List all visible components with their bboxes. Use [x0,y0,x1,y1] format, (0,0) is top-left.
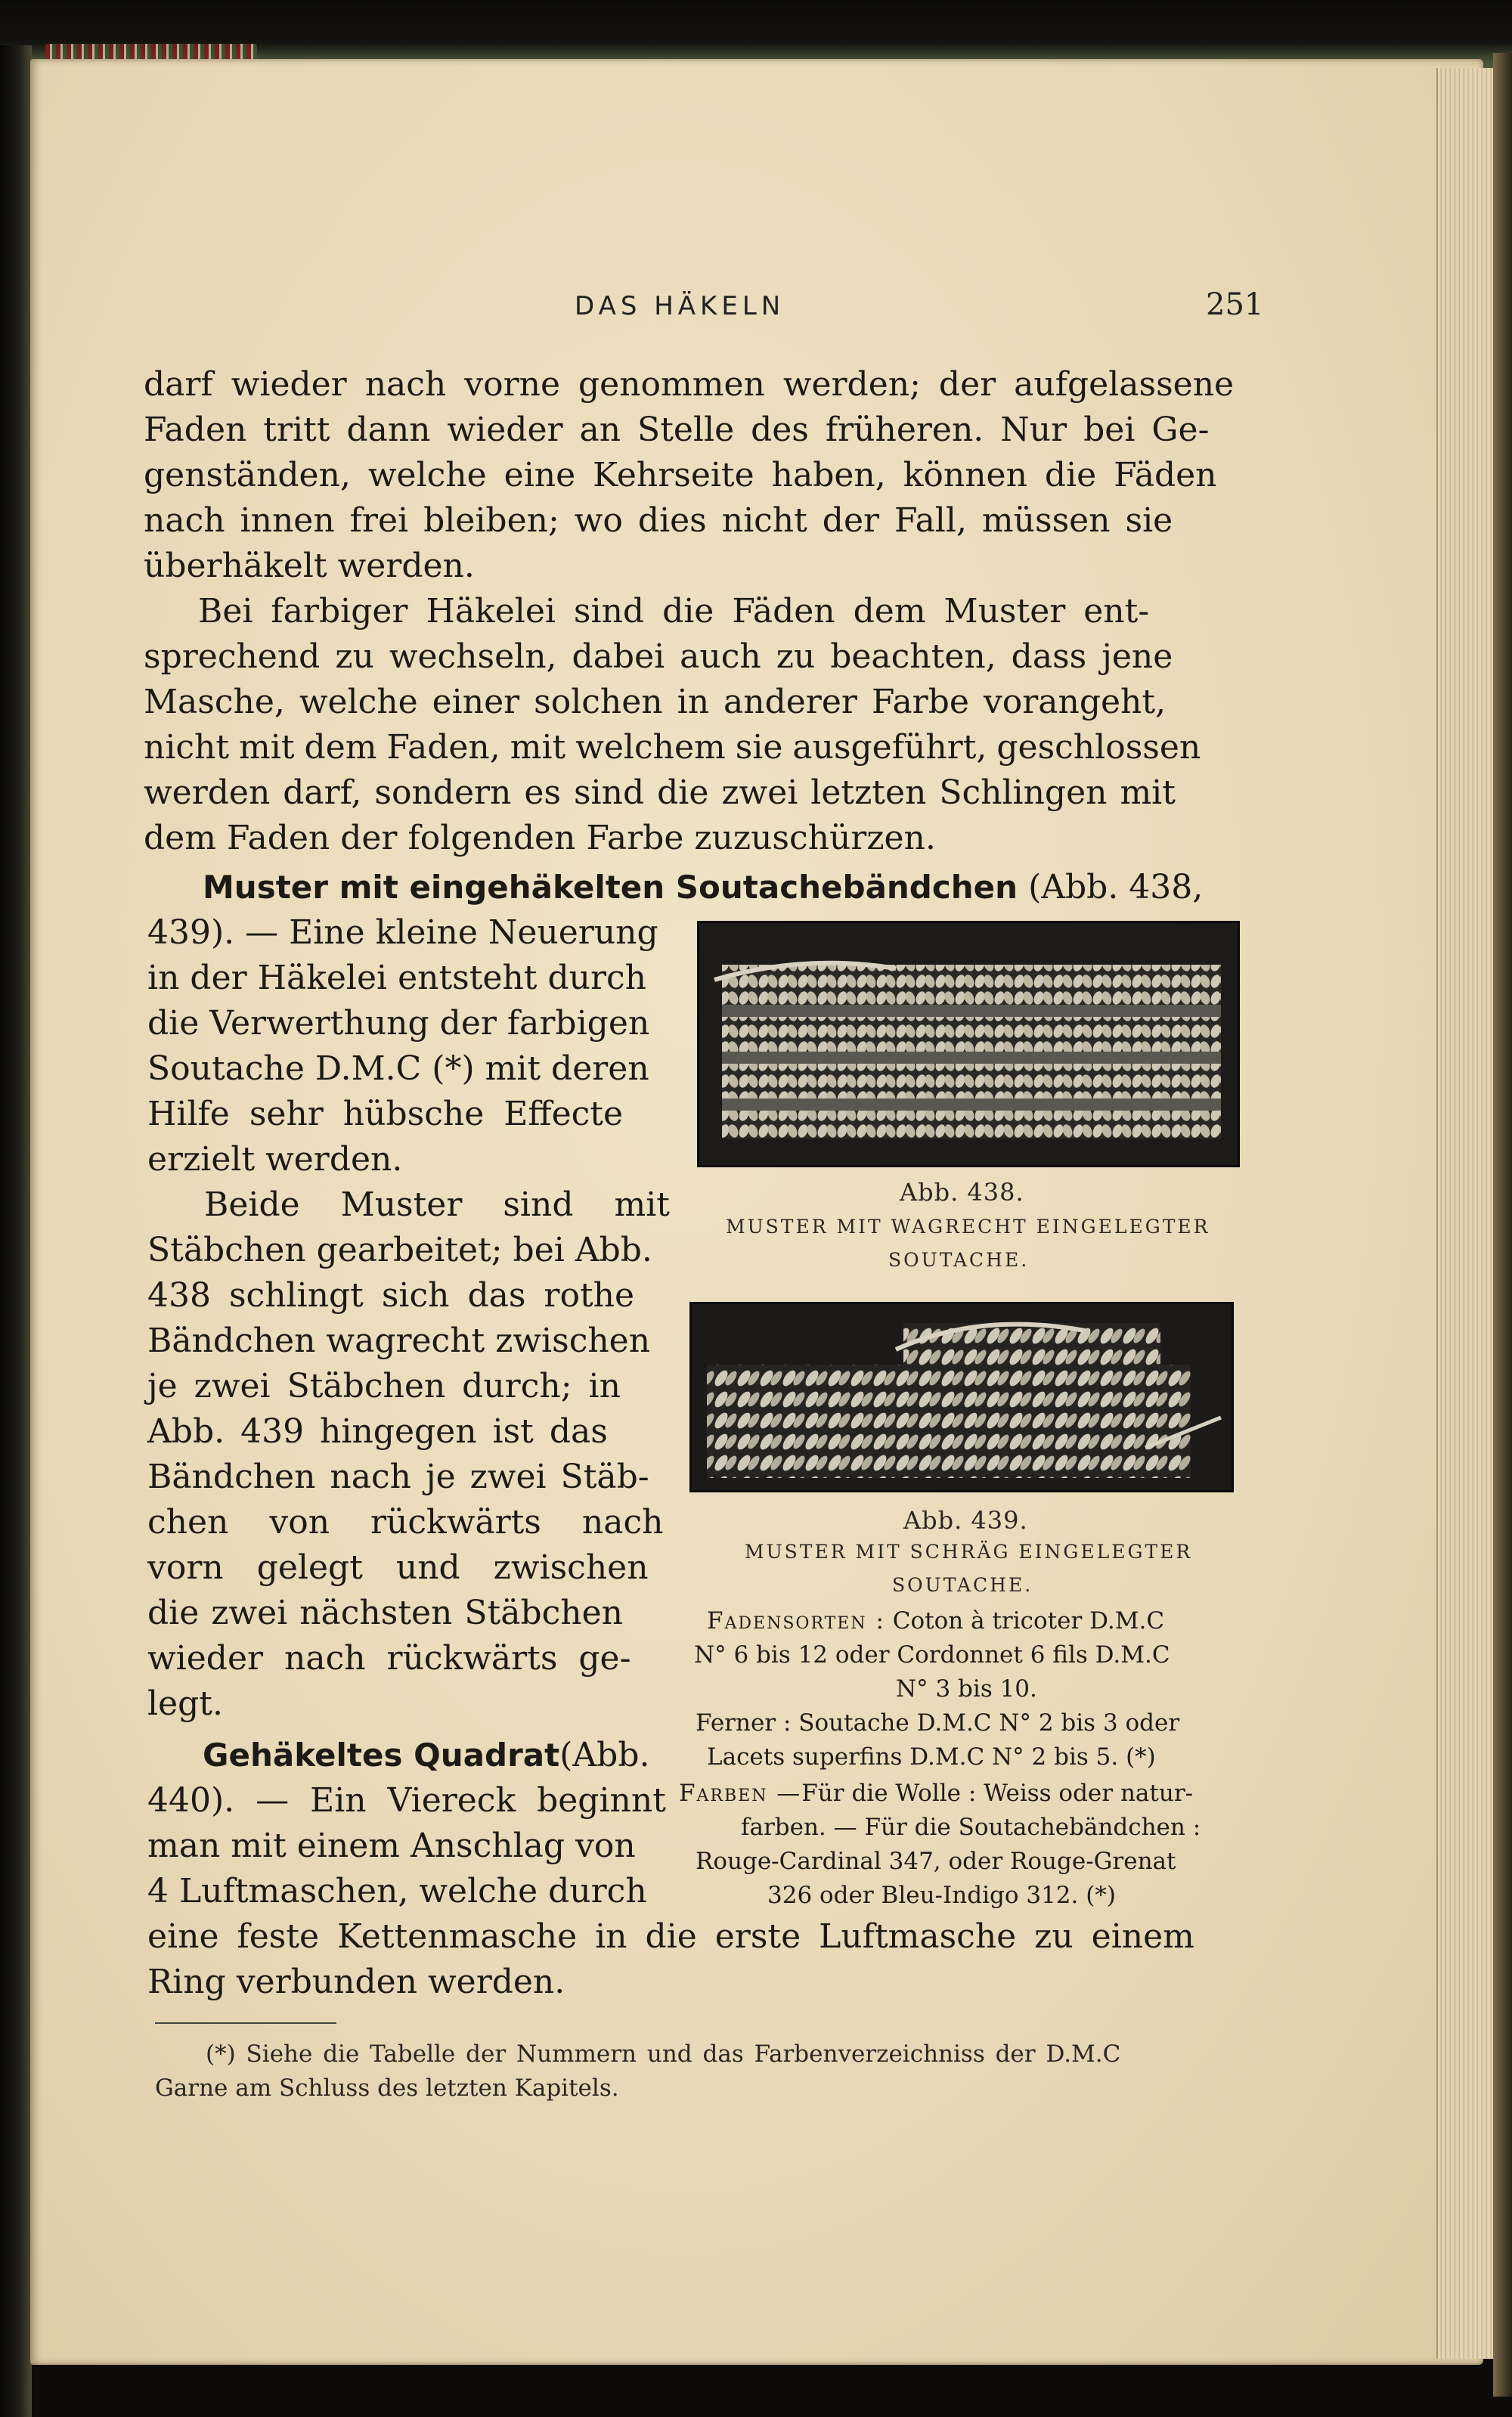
paragraph2-line6: dem Faden der folgenden Farbe zuzuschürzen. [144,819,936,857]
book-cover-left [0,45,32,2417]
paragraph1-line3: genständen, welche eine Kehrseite haben, können die Fäden [144,456,1217,494]
section1-line4: Soutache D.M.C (*) mit deren [147,1049,649,1088]
fadensorten-label: Fadensorten : [707,1607,885,1635]
paragraph2-line1: Bei farbiger Häkelei sind die Fäden dem Muster ent- [198,592,1150,631]
materials-farben-line4: 326 oder Bleu-Indigo 312. (*) [767,1882,1116,1909]
materials-fadensorten-line1 [707,1604,1164,1638]
paragraph2-line5: werden darf, sondern es sind die zwei letzten Schlingen mit [144,773,1176,812]
running-head: DAS HÄKELN [575,291,785,321]
figure-439-caption-line1: MUSTER MIT SCHRÄG EINGELEGTER [745,1541,1193,1563]
paragraph2-line3: Masche, welche einer solchen in anderer Farbe vorangeht, [144,683,1167,721]
section2-line3: 4 Luftmaschen, welche durch [147,1872,647,1910]
section1-line18: legt. [147,1684,223,1723]
section1-line8: Stäbchen gearbeitet; bei Abb. [147,1231,652,1269]
paragraph1-line5: überhäkelt werden. [144,547,475,585]
farben-value-1: Für die Wolle : Weiss oder natur- [801,1780,1194,1807]
section1-line3: die Verwerthung der farbigen [147,1004,650,1043]
figure-438-caption-line2: SOUTACHE. [888,1249,1030,1271]
materials-farben-line1 [679,1777,1193,1811]
fadensorten-value-1: Coton à tricoter D.M.C [892,1607,1165,1635]
section1-line1: 439). — Eine kleine Neuerung [147,913,658,952]
figure-439-number: Abb. 439. [903,1506,1028,1535]
footnote-divider [155,2022,336,2024]
materials-farben-line2: farben. — Für die Soutachebändchen : [741,1814,1201,1841]
section2-full-line2: Ring verbunden werden. [147,1963,565,2001]
paragraph1-line2: Faden tritt dann wieder an Stelle des früheren. Nur bei Ge- [144,411,1210,449]
section2-heading-line [203,1733,649,1778]
page-number: 251 [1206,287,1264,322]
paragraph1-line4: nach innen frei bleiben; wo dies nicht der Fall, müssen sie [144,501,1173,540]
section1-line12: Abb. 439 hingegen ist das [147,1412,608,1451]
section1-line5: Hilfe sehr hübsche Effecte [147,1095,624,1133]
section1-line6: erzielt werden. [147,1140,403,1179]
footnote-line1: (*) Siehe die Tabelle der Nummern und das Farbenverzeichniss der D.M.C [206,2041,1121,2068]
paragraph2-line4: nicht mit dem Faden, mit welchem sie ausgeführt, geschlossen [144,728,1201,767]
section1-line13: Bändchen nach je zwei Stäb- [147,1458,649,1496]
section1-line11: je zwei Stäbchen durch; in [147,1367,621,1405]
figure-439-image [689,1302,1234,1492]
section1-heading: Muster mit eingehäkelten Soutachebändchen [203,869,1018,906]
figure-438-number: Abb. 438. [900,1178,1024,1207]
section2-heading: Gehäkeltes Quadrat [203,1737,560,1774]
section2-heading-ref: (Abb. [559,1736,650,1774]
section2-line1: 440). — Ein Viereck beginnt [147,1781,666,1820]
figure-439-caption-line2: SOUTACHE. [892,1574,1033,1596]
farben-label: Farben — [679,1780,802,1807]
section1-line9: 438 schlingt sich das rothe [147,1276,635,1315]
crochet-pattern-horizontal [699,923,1238,1165]
figure-438-caption-line1: MUSTER MIT WAGRECHT EINGELEGTER [726,1216,1210,1238]
section1-line7: Beide Muster sind mit [204,1185,670,1224]
footnote-line2: Garne am Schluss des letzten Kapitels. [155,2075,619,2102]
section1-line16: die zwei nächsten Stäbchen [147,1594,623,1632]
crochet-pattern-diagonal [692,1304,1232,1490]
section1-line17: wieder nach rückwärts ge- [147,1639,631,1678]
section2-full-line1: eine feste Kettenmasche in die erste Luftmasche zu einem [147,1917,1194,1956]
section1-line2: in der Häkelei entsteht durch [147,959,646,997]
materials-fadensorten-line2: N° 6 bis 12 oder Cordonnet 6 fils D.M.C [694,1641,1170,1669]
materials-ferner-line2: Lacets superfins D.M.C N° 2 bis 5. (*) [707,1743,1156,1771]
materials-ferner-line1: Ferner : Soutache D.M.C N° 2 bis 3 oder [696,1709,1180,1737]
section1-heading-line [203,865,1203,910]
paragraph2-line2: sprechend zu wechseln, dabei auch zu beachten, dass jene [144,637,1173,676]
paragraph1-line1: darf wieder nach vorne genommen werden; der aufgelassene [144,365,1235,404]
cover-right-edge [1493,53,1512,2397]
section1-line15: vorn gelegt und zwischen [147,1548,649,1587]
section1-line14: chen von rückwärts nach [147,1503,664,1542]
figure-438-image [697,921,1240,1167]
section1-line10: Bändchen wagrecht zwischen [147,1322,651,1360]
section1-heading-ref: (Abb. 438, [1028,868,1204,906]
materials-farben-line3: Rouge-Cardinal 347, oder Rouge-Grenat [696,1848,1176,1875]
materials-fadensorten-line3: N° 3 bis 10. [896,1675,1037,1703]
section2-line2: man mit einem Anschlag von [147,1827,636,1865]
